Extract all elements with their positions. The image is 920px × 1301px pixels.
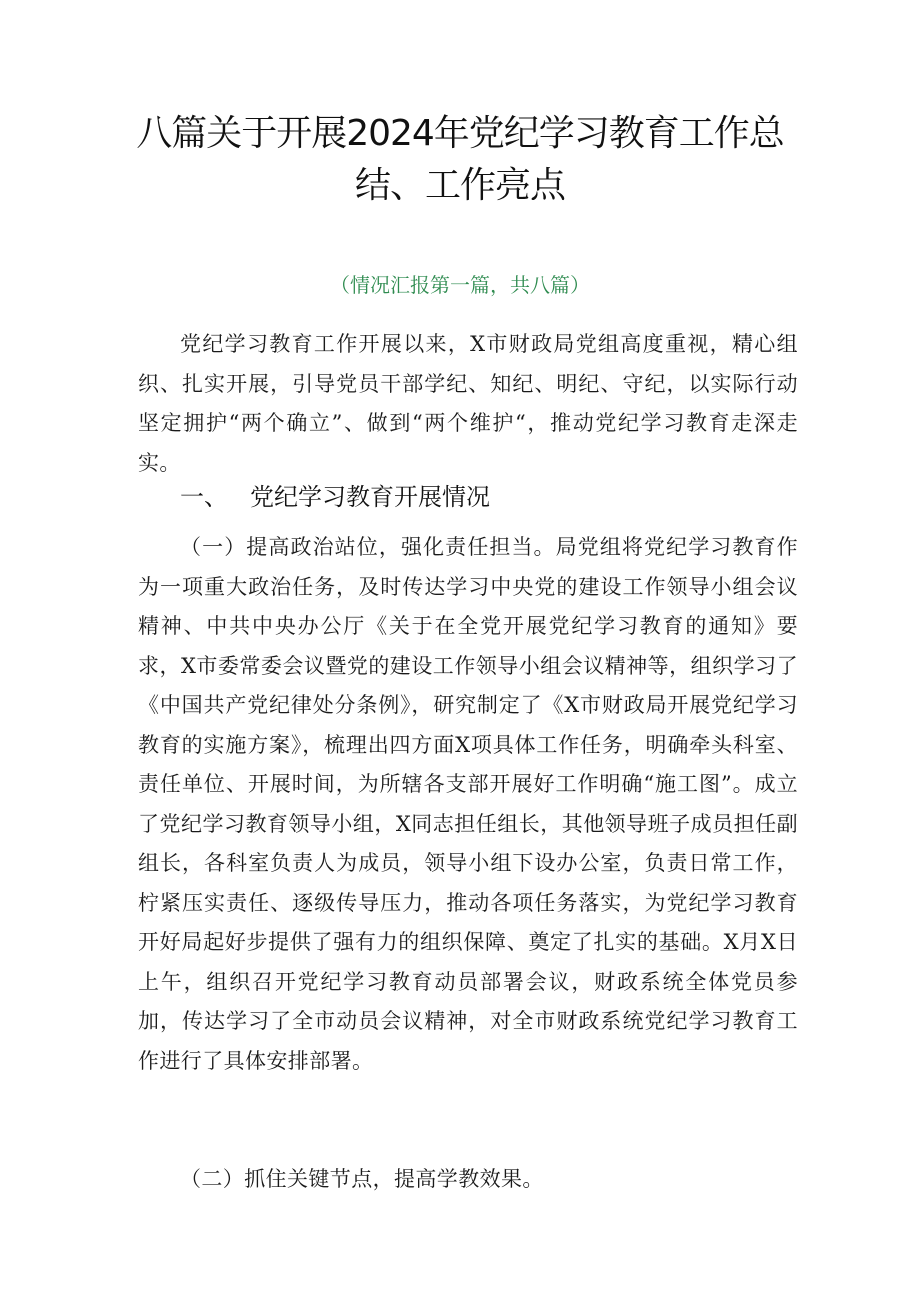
- section-title: 党纪学习教育开展情况: [250, 483, 490, 511]
- intro-paragraph: 党纪学习教育工作开展以来，X市财政局党组高度重视，精心组织、扎实开展，引导党员干部学纪、知纪、明纪、守纪，以实际行动坚定拥护“两个确立”、做到“两个维护“，推动党纪学习教育走深走实。: [138, 332, 798, 475]
- document-title: [120, 108, 800, 212]
- subsection-2-paragraph: （二）抓住关键节点，提高学教效果。: [180, 1167, 544, 1191]
- section-heading-1: [180, 477, 490, 517]
- title-line-2: 结、工作亮点: [354, 165, 565, 206]
- document-subtitle: （情况汇报第一篇，共八篇）: [330, 273, 590, 297]
- title-line-1: 八篇关于开展2024年党纪学习教育工作总: [136, 113, 784, 154]
- subsection-1-paragraph: （一）提高政治站位，强化责任担当。局党组将党纪学习教育作为一项重大政治任务，及时传达学习中央党的建设工作领导小组会议精神、中共中央办公厅《关于在全党开展党纪学习教育的通知》要求，X市委常委会议暨党的建设工作领导小组会议精神等，组织学习了《中国共产党纪律处分条例》，研究制定了《X市财政局开展党纪学习教育的实施方案》，梳理出四方面X项具体工作任务，明确牵头科室、责任单位、开展时间，为所辖各支部开展好工作明确“施工图”。成立了党纪学习教育领导小组，X同志担任组长，其他领导班子成员担任副组长，各科室负责人为成员，领导小组下设办公室，负责日常工作，柠紧压实责任、逐级传导压力，推动各项任务落实，为党纪学习教育开好局起好步提供了强有力的组织保障、奠定了扎实的基础。X月X日上午，组织召开党纪学习教育动员部署会议，财政系统全体党员参加，传达学习了全市动员会议精神，对全市财政系统党纪学习教育工作进行了具体安排部署。: [138, 535, 798, 1073]
- section-number: 一、: [180, 483, 228, 511]
